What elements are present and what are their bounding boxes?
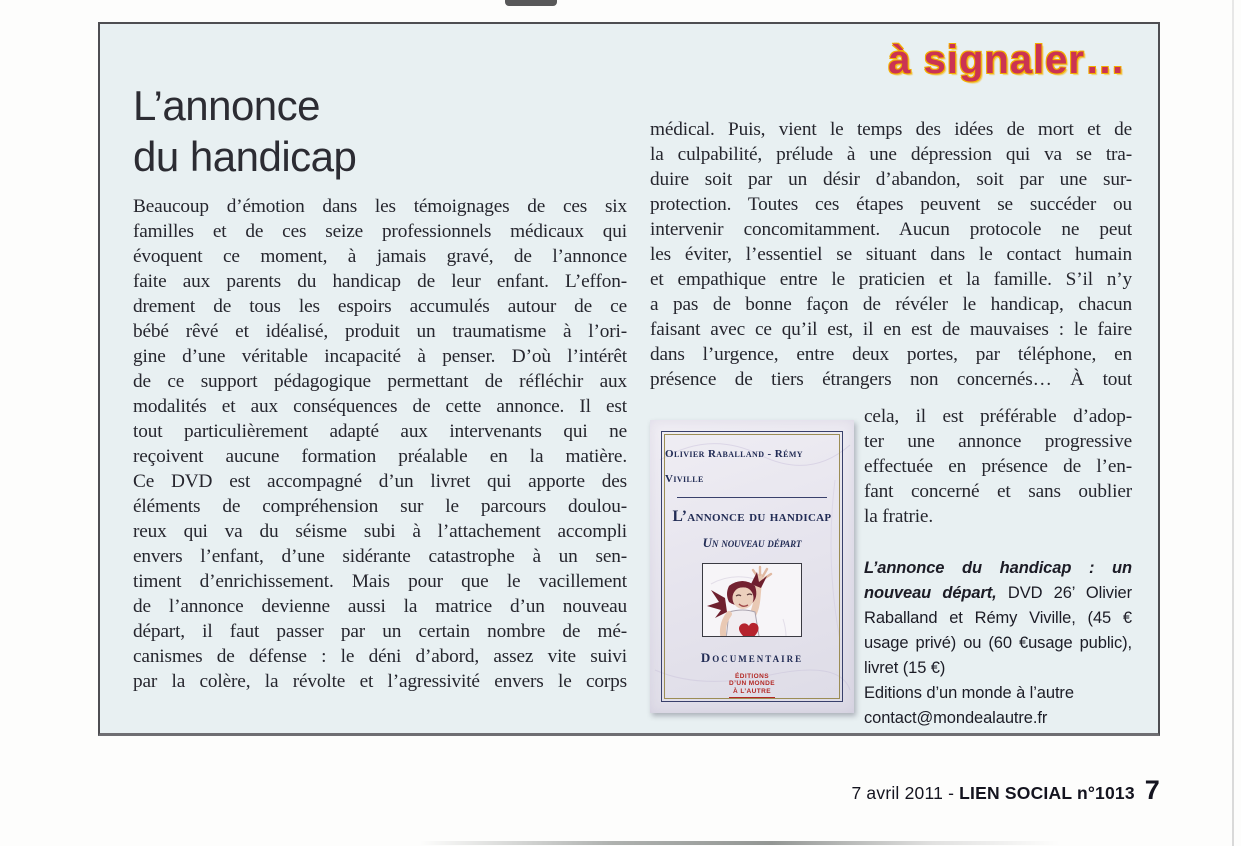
scan-artifact-right-edge [1232,0,1234,846]
text-line: reçoivent aucune formation préalable en la matière. [133,446,627,467]
text-line: par la colère, la révolte et l’agressivité envers le corps [133,671,627,692]
text-line: faisant avec ce qu’il est, il en est de mauvaises : le faire [650,319,1132,340]
text-line: cela, il est préférable d’adop- [864,406,1132,427]
text-line: timent d’enrichissement. Mais pour que le vacillement [133,571,627,592]
text-line: protection. Toutes ces étapes peuvent se succéder ou [650,194,1132,215]
dvd-cover-authors: Olivier Raballand - Rémy Viville [665,448,803,485]
text-line: dans l’urgence, entre deux portes, par téléphone, en [650,344,1132,365]
dvd-cover-publisher-logo: ÉDITIONS D’UN MONDE À L’AUTRE [729,673,775,699]
footer-page-number: 7 [1144,775,1160,805]
text-line: de l’annonce devienne aussi la matrice d’un nouveau [133,596,627,617]
text-line: évoquent ce moment, à jamais gravé, de l’annonce [133,246,627,267]
text-line: fant concerné et sans oublier [864,481,1132,502]
text-line: modalités et aux conséquences de cette annonce. Il est [133,396,627,417]
section-label: à signaler… [888,38,1126,82]
right-text-column [650,117,1132,392]
text-line: drement de tous les espoirs accumulés autour de ce [133,296,627,317]
text-line: faite aux parents du handicap de leur enfant. L’effon- [133,271,627,292]
left-text-column [133,194,627,694]
article-title [133,80,356,182]
text-line: bébé rêvé et idéalisé, produit un traumatisme à l’ori- [133,321,627,342]
text-line: Beaucoup d’émotion dans les témoignages de ces six [133,196,627,217]
scan-artifact-bottom-streak [420,841,1060,845]
text-line: de ce support pédagogique permettant de réfléchir aux [133,371,627,392]
dvd-cover-genre: Documentaire [700,649,804,665]
footer-issue: LIEN SOCIAL n°1013 [959,783,1135,803]
page-footer [851,775,1160,806]
footer-date: 7 avril 2011 - [851,783,960,803]
text-line: effectuée en présence de l’en- [864,456,1132,477]
caption-details: DVD 26’ Olivier Raballand et Rémy Viville, (45 € usage privé) ou (60 €usage public), livret (15 €) [864,584,1132,677]
article-panel [98,22,1160,736]
text-line: a pas de bonne façon de révéler le handicap, chacun [650,294,1132,315]
text-line: tout particulièrement adapté aux intervenants qui ne [133,421,627,442]
dvd-cover-photo [650,420,854,713]
text-line: éléments de compréhension sur le parcours doulou- [133,496,627,517]
text-line: et empathique entre le praticien et la famille. S’il n’y [650,269,1132,290]
text-line: familles et de ces seize professionnels médicaux qui [133,221,627,242]
right-column-lower [650,404,1132,731]
dvd-cover-title: L’annonce du handicap [672,507,832,525]
text-line: la fratrie. [864,506,933,527]
text-line: Ce DVD est accompagné d’un livret qui apporte des [133,471,627,492]
dvd-cover-frame [661,431,843,702]
text-line: départ, il faut passer par un certain nombre de mé- [133,621,627,642]
text-line: envers l’enfant, d’une sidérante catastrophe à un sen- [133,546,627,567]
text-line: gine d’une véritable incapacité à penser. D’où l’intérêt [133,346,627,367]
text-line: présence de tiers étrangers non concernés… À tout [650,369,1132,390]
article-title-line2: du handicap [133,133,357,180]
text-line: reux qui va du séisme subi à l’attachement accompli [133,521,627,542]
caption-email: contact@mondealautre.fr [864,709,1048,727]
text-line: duire soit par un désir d’abandon, soit par une sur- [650,169,1132,190]
dvd-cover-illustration [702,563,802,637]
text-line: intervenir concomitamment. Aucun protocole ne peut [650,219,1132,240]
text-line: canismes de défense : le déni d’abord, assez vite suivi [133,646,627,667]
text-line: la culpabilité, prélude à une dépression qui va se tra- [650,144,1132,165]
caption-title: L’annonce du handicap : un nouveau départ, [864,559,1132,602]
text-line: les éviter, l’essentiel se situant dans le contact humain [650,244,1132,265]
dvd-cover-subtitle: Un nouveau départ [702,534,802,550]
text-line: médical. Puis, vient le temps des idées de mort et de [650,119,1132,140]
caption-publisher: Editions d’un monde à l’autre [864,684,1074,702]
scan-artifact-top-smudge [505,0,557,6]
dvd-cover-rule [677,497,827,498]
article-title-line1: L’annonce [133,82,321,129]
text-line: ter une annonce progressive [864,431,1132,452]
